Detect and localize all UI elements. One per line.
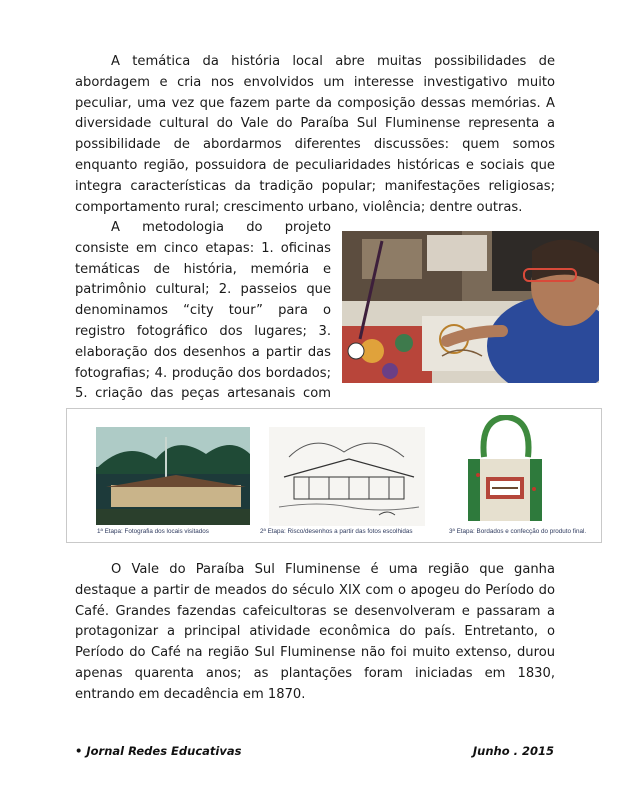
sketch-drawing [269,427,425,526]
stage-2-caption: 2ª Etapa: Risco/desenhos a partir das fotos escolhidas [260,528,413,535]
paragraph-intro [75,52,555,218]
stage-3-caption: 3ª Etapa: Bordados e confecção do produto final. [449,528,587,535]
house-photo [96,427,250,525]
paragraph-methodology [75,218,331,426]
embroidered-bag-illustration [462,415,548,525]
footer-date: Junho . 2015 [472,744,554,758]
paragraph-methodology-text: A metodologia do projeto consiste em cinco etapas: 1. oficinas temáticas de história, memória e patrimônio cultural; 2. passeios que denominamos “city tour” para o registro fotográfico dos lugares; 3. elaboração dos desenhos a partir das fotografias; 4. produção dos bordados; 5. criação das peças artesanais com [75,220,331,402]
sketch-drawing-illustration [269,427,425,526]
paragraph-coffee-period-text: O Vale do Paraíba Sul Fluminense é uma região que ganha destaque a partir de meados do século XIX com o apogeu do Período do Café. Grandes fazendas cafeicultoras se desenvolveram e passaram a protagonizar a principal atividade econômica do país. Entretanto, o Período do Café na região Sul Fluminense não foi muito extenso, durou apenas quarenta anos; as plantações foram iniciadas em 1830, entrando em decadência em 1870. [75,562,555,702]
stages-figure-strip [66,408,602,543]
artisan-drawing-photo [342,231,599,383]
stage-1-caption: 1ª Etapa: Fotografia dos locais visitados [97,528,209,535]
paragraph-coffee-period [75,560,555,706]
footer-journal-name: • Jornal Redes Educativas [75,744,242,758]
artisan-drawing-illustration [342,231,599,383]
embroidered-bag-photo [462,415,548,525]
house-photo-illustration [96,427,250,525]
paragraph-intro-text: A temática da história local abre muitas possibilidades de abordagem e cria nos envolvidos um interesse investigativo muito peculiar, uma vez que fazem parte da composição dessas memórias. A diversidade cultural do Vale do Paraíba Sul Fluminense representa a possibilidade de abordarmos diferentes discussões: quem somos enquanto região, possuidora de peculiaridades históricas e sociais que integra características da tradição popular; manifestações religiosas; comportamento rural; crescimento urbano, violência; dentre outras. [75,54,555,215]
